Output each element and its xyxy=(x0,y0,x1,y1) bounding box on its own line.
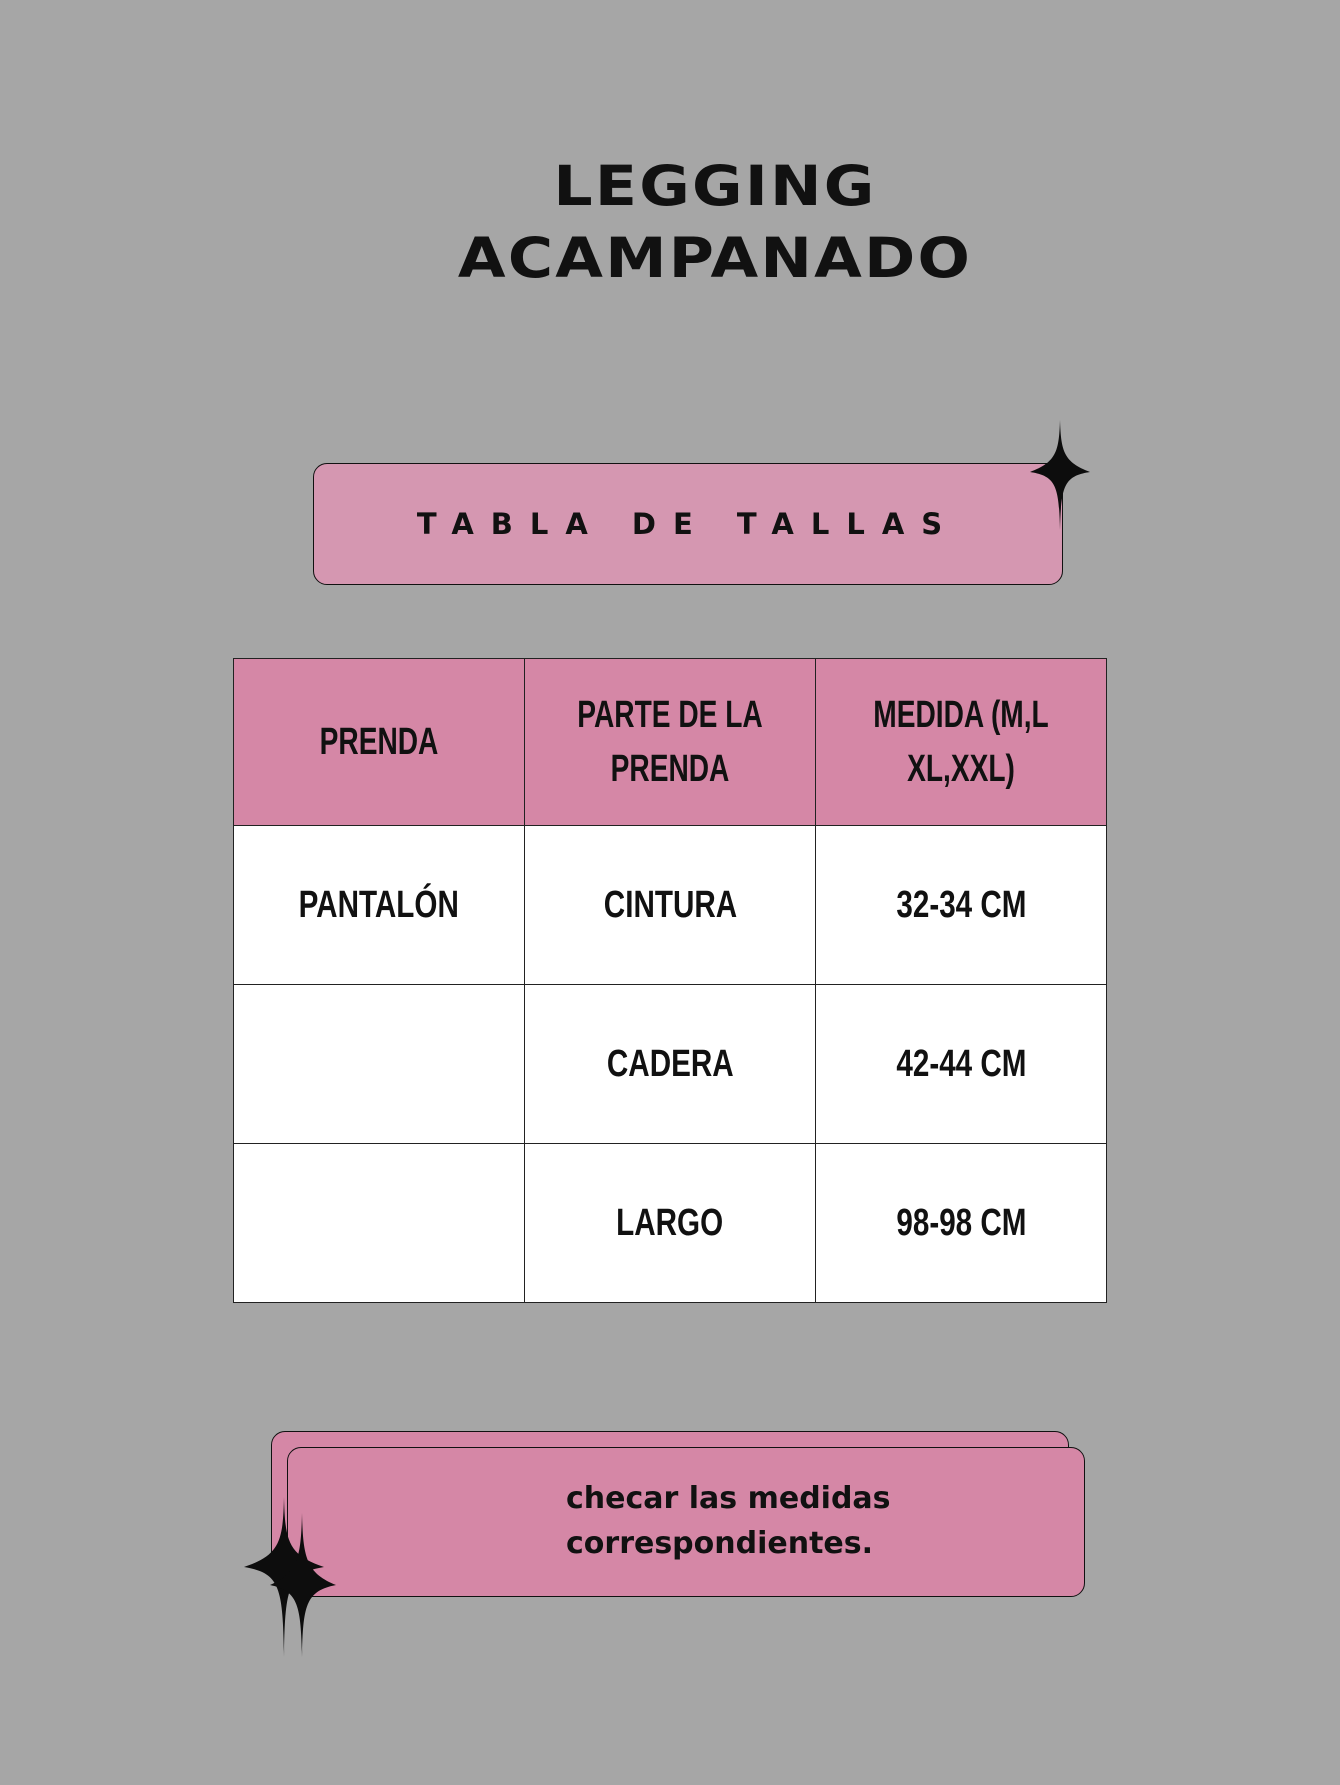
size-chart-banner xyxy=(313,463,1063,585)
size-table xyxy=(233,658,1107,1303)
table-cell: 32-34 CM xyxy=(816,826,1107,985)
table-cell: 98-98 CM xyxy=(816,1144,1107,1303)
note-text: checar las medidas correspondientes. xyxy=(566,1481,891,1561)
table-cell xyxy=(234,985,525,1144)
table-cell xyxy=(234,1144,525,1303)
header-cell: PARTE DE LA PRENDA xyxy=(525,659,816,826)
table-header-row xyxy=(234,659,1107,826)
table-row xyxy=(234,826,1107,985)
page-title xyxy=(0,150,1340,294)
title-line-2: ACAMPANADO xyxy=(457,226,973,290)
table-row xyxy=(234,985,1107,1144)
table-row xyxy=(234,1144,1107,1303)
table-cell: PANTALÓN xyxy=(234,826,525,985)
banner-label: TABLA DE TALLAS xyxy=(416,507,960,541)
sparkle-icon xyxy=(244,1497,336,1657)
table-cell: CADERA xyxy=(525,985,816,1144)
table-cell: LARGO xyxy=(525,1144,816,1303)
title-line-1: LEGGING xyxy=(553,154,877,218)
header-cell: MEDIDA (M,L XL,XXL) xyxy=(816,659,1107,826)
table-cell: 42-44 CM xyxy=(816,985,1107,1144)
header-cell: PRENDA xyxy=(234,659,525,826)
table-cell: CINTURA xyxy=(525,826,816,985)
sparkle-icon xyxy=(1030,420,1090,530)
